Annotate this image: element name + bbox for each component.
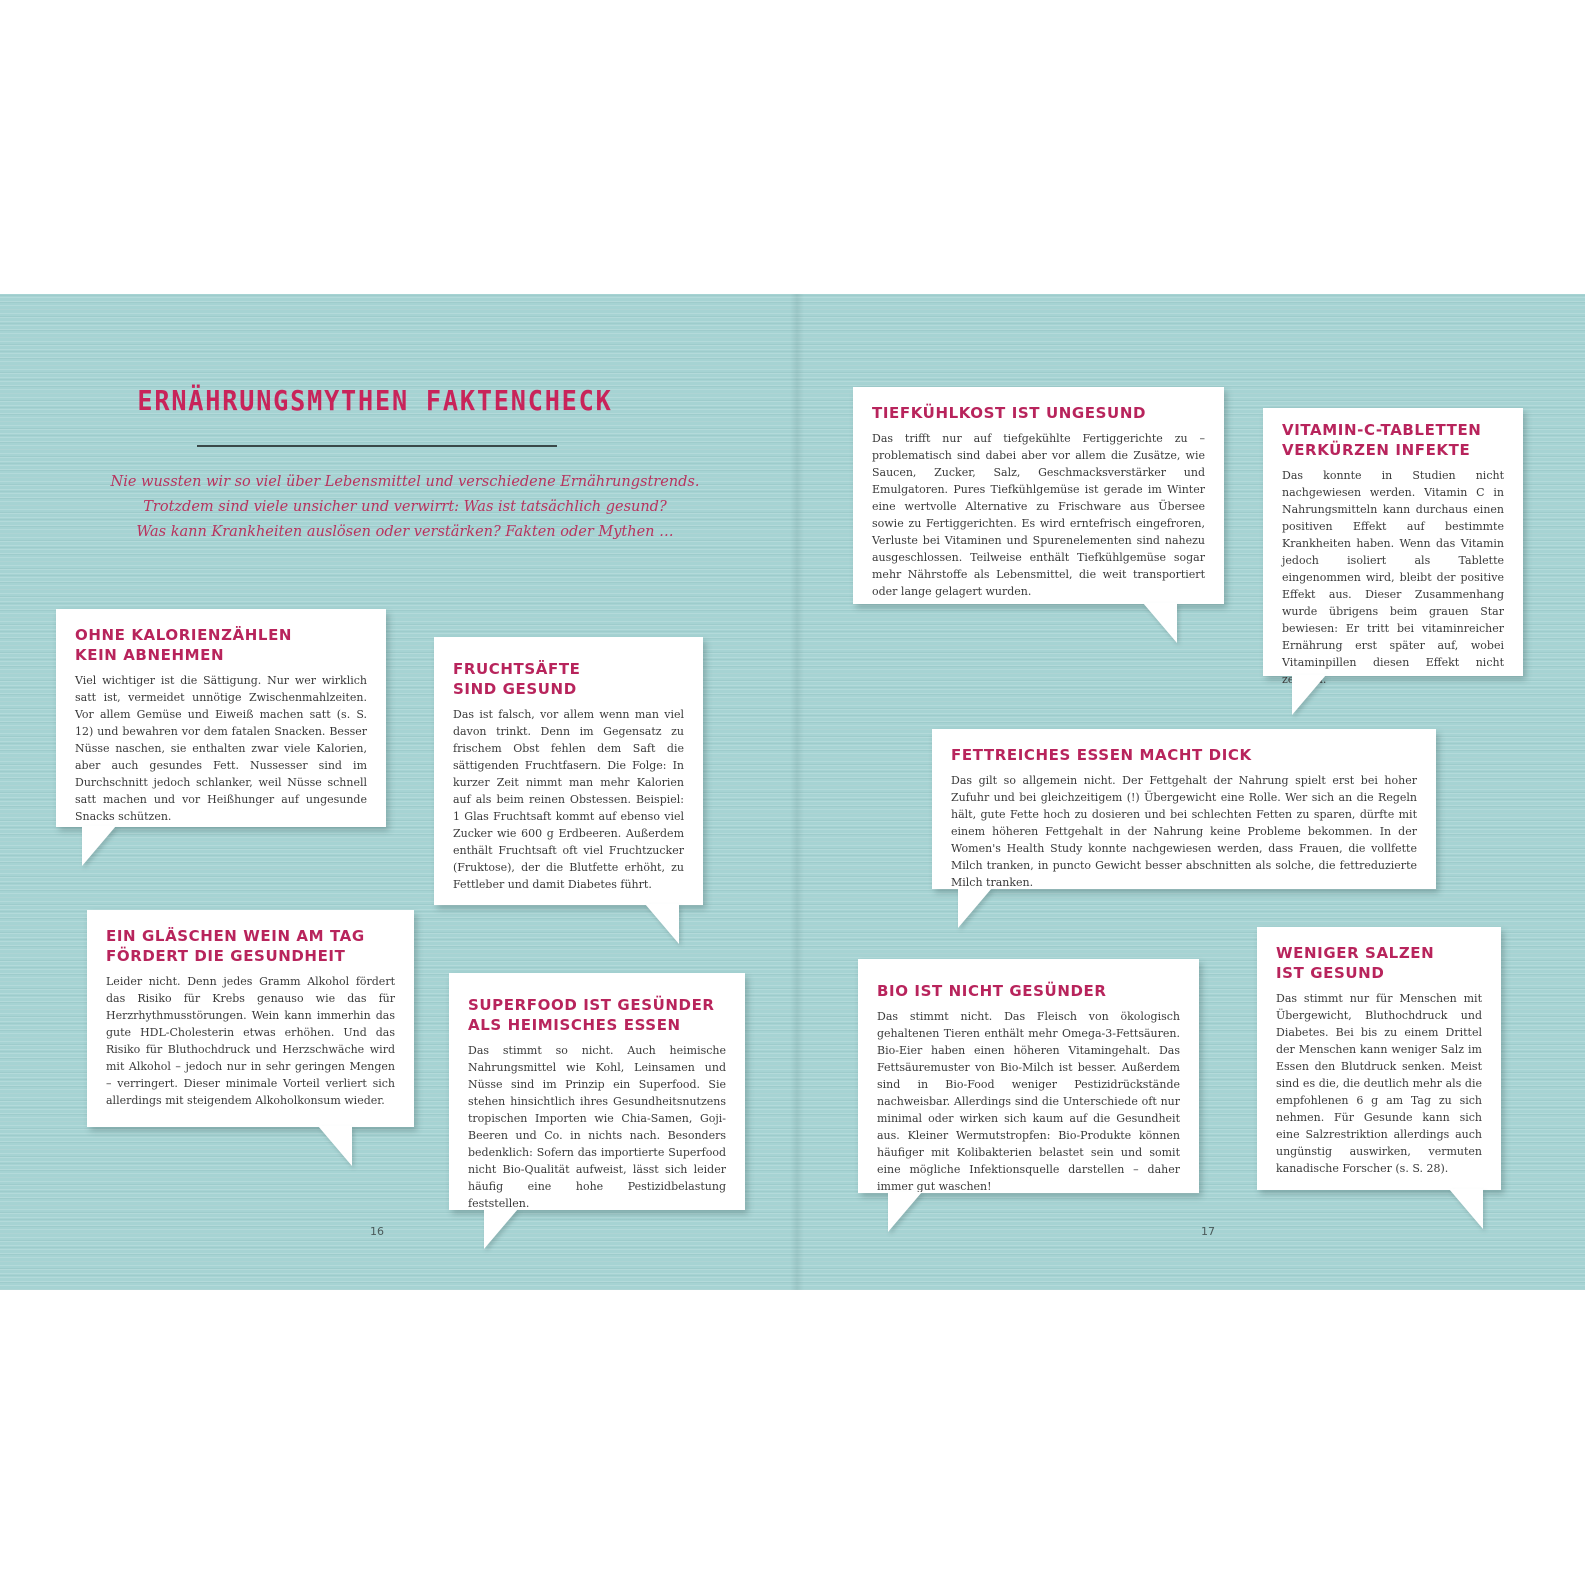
card-title-line: OHNE KALORIENZÄHLEN — [75, 626, 293, 644]
speech-bubble-tail — [318, 1126, 352, 1166]
title-divider — [197, 445, 557, 447]
intro-line: Was kann Krankheiten auslösen oder verstärken? Fakten oder Mythen … — [136, 524, 674, 540]
speech-bubble-tail — [1449, 1189, 1483, 1229]
card-title-line: BIO IST NICHT GESÜNDER — [877, 982, 1107, 1000]
page-number-right: 17 — [1201, 1225, 1215, 1238]
card-title — [453, 659, 684, 699]
card-title — [872, 403, 1205, 423]
card-title-line: EIN GLÄSCHEN WEIN AM TAG — [106, 927, 365, 945]
speech-bubble-tail — [888, 1192, 922, 1232]
card-text: Viel wichtiger ist die Sättigung. Nur wer wirklich satt ist, vermeidet unnötige Zwischenmahlzeiten. Vor allem Gemüse und Eiweiß machen satt (s. S. 12) und bewahren vor dem fatalen Snacken. Besser Nüsse naschen, sie enthalten zwar viele Kalorien, aber auch gesundes Fett. Nussesser sind im Durchschnitt jedoch schlanker, weil Nüsse schnell satt machen und vor Heißhunger auf ungesunde Snacks schützen. — [75, 674, 367, 823]
card-text: Das ist falsch, vor allem wenn man viel davon trinkt. Denn im Gegensatz zu frischem Obst fehlen dem Saft die sättigenden Fruchtfasern. Die Folge: In kurzer Zeit nimmt man mehr Kalorien auf als beim reinen Obstessen. Beispiel: 1 Glas Fruchtsaft kommt auf ebenso viel Zucker wie 600 g Erdbeeren. Außerdem enthält Fruchtsaft oft viel Fruchtzucker (Fruktose), der die Blutfette erhöht, zu Fettleber und damit Diabetes führt. — [453, 708, 684, 891]
card-text: Das konnte in Studien nicht nachgewiesen werden. Vitamin C in Nahrungsmitteln kann durchaus einen positiven Effekt auf bestimmte Krankheiten haben. Wenn das Vitamin jedoch isoliert als Tablette eingenommen wird, bleibt der positive Effekt aus. Dieser Zusammenhang wurde übrigens beim grauen Star bewiesen: Er tritt bei vitaminreicher Ernährung erst später auf, wobei Vitaminpillen diesen Effekt nicht zeigten. — [1282, 469, 1504, 686]
card-title — [1282, 420, 1504, 460]
card-title — [951, 745, 1417, 765]
speech-bubble-tail — [958, 888, 992, 928]
card-text: Das stimmt nicht. Das Fleisch von ökologisch gehaltenen Tieren enthält mehr Omega-3-Fettsäuren. Bio-Eier haben einen höheren Vitamingehalt. Das Fettsäuremuster von Bio-Milch ist besser. Außerdem sind in Bio-Food weniger Pestizidrückstände nachweisbar. Allerdings sind die Unterschiede oft nur minimal oder wirken sich kaum auf die Gesundheit aus. Kleiner Wermutstropfen: Bio-Produkte können häufiger mit Kolibakterien belastet sein und somit eine mögliche Infektionsquelle darstellen – daher immer gut waschen! — [877, 1010, 1180, 1193]
card-title-line: FÖRDERT DIE GESUNDHEIT — [106, 947, 346, 965]
myth-card-vitamin-c — [1263, 408, 1523, 686]
intro-text — [60, 470, 750, 545]
card-title-line: VITAMIN-C-TABLETTEN — [1282, 421, 1482, 439]
card-title-line: ALS HEIMISCHES ESSEN — [468, 1016, 681, 1034]
myth-card-calories — [56, 609, 386, 827]
card-text: Leider nicht. Denn jedes Gramm Alkohol fördert das Risiko für Krebs genauso wie das für Herzrhythmusstörungen. Wein kann immerhin das gute HDL-Cholesterin etwas erhöhen. Und das Risiko für Bluthochdruck und Herzschwäche wird mit Alkohol – jedoch nur in sehr geringen Mengen – verringert. Dieser minimale Vorteil verliert sich allerdings mit steigendem Alkoholkonsum wieder. — [106, 975, 395, 1107]
speech-bubble-tail — [1143, 603, 1177, 643]
myth-card-bio — [858, 959, 1199, 1193]
myth-card-frozen-food — [853, 387, 1224, 604]
intro-line: Nie wussten wir so viel über Lebensmittel und verschiedene Ernährungstrends. — [110, 474, 700, 490]
card-title-line: TIEFKÜHLKOST IST UNGESUND — [872, 404, 1147, 422]
card-text: Das stimmt nur für Menschen mit Übergewicht, Bluthochdruck und Diabetes. Bei bis zu einem Drittel der Menschen kann weniger Salz im Essen den Blutdruck senken. Meist sind es die, die deutlich mehr als die empfohlenen 6 g am Tag zu sich nehmen. Für Gesunde kann sich eine Salzrestriktion allerdings auch ungünstig auswirken, vermuten kanadische Forscher (s. S. 28). — [1276, 992, 1482, 1175]
card-title-line: KEIN ABNEHMEN — [75, 646, 225, 664]
myth-card-wine — [87, 910, 414, 1127]
card-text: Das trifft nur auf tiefgekühlte Fertiggerichte zu – problematisch sind dabei aber vor allem die Zusätze, wie Saucen, Zucker, Salz, Geschmacksverstärker und Emulgatoren. Pures Tiefkühlgemüse ist gerade im Winter eine wertvolle Alternative zu Frischware aus Übersee sowie zu Fertiggerichten. Es wird erntefrisch eingefroren, Verluste bei Vitaminen und Spurenelementen sind nahezu ausgeschlossen. Teilweise enthält Tiefkühlgemüse sogar mehr Nährstoffe als Lebensmittel, die weit transportiert oder lange gelagert wurden. — [872, 432, 1205, 598]
speech-bubble-tail — [645, 904, 679, 944]
card-title-line: SIND GESUND — [453, 680, 577, 698]
speech-bubble-tail — [82, 826, 116, 866]
card-title — [468, 995, 726, 1035]
card-title — [877, 981, 1180, 1001]
myth-card-superfood — [449, 973, 745, 1210]
card-title-line: FRUCHTSÄFTE — [453, 660, 581, 678]
intro-line: Trotzdem sind viele unsicher und verwirrt: Was ist tatsächlich gesund? — [143, 499, 667, 515]
myth-card-fatty-food — [932, 729, 1436, 889]
card-title-line: SUPERFOOD IST GESÜNDER — [468, 996, 715, 1014]
speech-bubble-tail — [1292, 675, 1326, 715]
page-number-left: 16 — [370, 1225, 384, 1238]
card-title — [1276, 943, 1482, 983]
card-title — [75, 625, 367, 665]
card-title-line: VERKÜRZEN INFEKTE — [1282, 441, 1471, 459]
page-gutter — [790, 294, 804, 1290]
page-title: ERNÄHRUNGSMYTHEN FAKTENCHECK — [137, 384, 613, 417]
card-title-line: IST GESUND — [1276, 964, 1385, 982]
card-text: Das gilt so allgemein nicht. Der Fettgehalt der Nahrung spielt erst bei hoher Zufuhr und bei gleichzeitigem (!) Übergewicht eine Rolle. Wer sich an die Regeln hält, gute Fette hoch zu dosieren und bei schlechten Fetten zu sparen, dürfte mit einem höheren Fettgehalt in der Nahrung keine Probleme bekommen. In der Women's Health Study konnte nachgewiesen werden, dass Frauen, die vollfette Milch tranken, in puncto Gewicht besser abschnitten als solche, die fettreduzierte Milch tranken. — [951, 774, 1417, 889]
card-text: Das stimmt so nicht. Auch heimische Nahrungsmittel wie Kohl, Leinsamen und Nüsse sind im Prinzip ein Superfood. Sie stehen hinsichtlich ihres Gesundheitsnutzens tropischen Importen wie Chia-Samen, Goji-Beeren und Co. in nichts nach. Besonders bedenklich: Sofern das importierte Superfood nicht Bio-Qualität aufweist, lässt sich leider häufig eine hohe Pestizidbelastung feststellen. — [468, 1044, 726, 1210]
myth-card-salt — [1257, 927, 1501, 1190]
myth-card-fruit-juice — [434, 637, 703, 905]
card-title — [106, 926, 395, 966]
speech-bubble-tail — [484, 1209, 518, 1249]
card-title-line: FETTREICHES ESSEN MACHT DICK — [951, 746, 1252, 764]
card-title-line: WENIGER SALZEN — [1276, 944, 1435, 962]
